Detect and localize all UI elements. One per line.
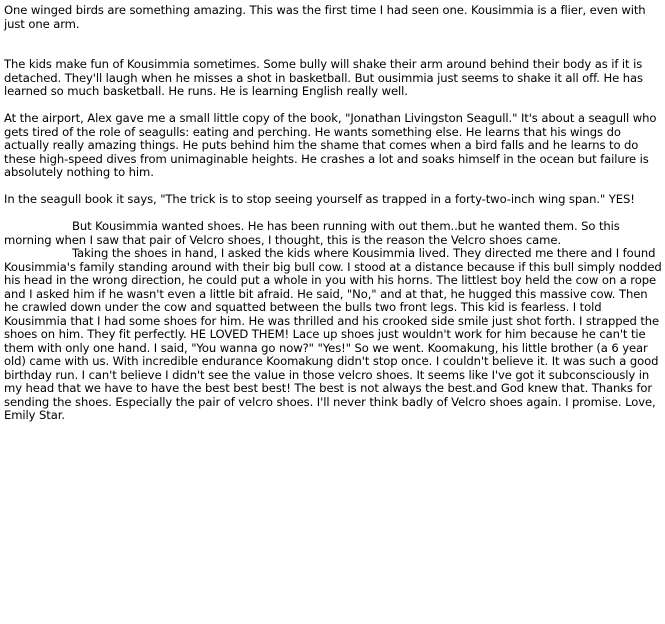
paragraph-spacer — [4, 31, 664, 58]
paragraph-spacer — [4, 180, 664, 194]
paragraph-kids-make-fun: The kids make fun of Kousimmia sometimes. Some bully will shake their arm around behind their body as if it is detached. They'll laugh when he misses a shot in basketball. But ousimmia just seems to shake it all off. He has learned so much basketball. He runs. He is learning English really well. — [4, 57, 643, 98]
paragraph-seagull-quote: In the seagull book it says, "The trick is to stop seeing yourself as trapped in a forty-two-inch wing span." YES! — [4, 192, 635, 206]
paragraph-one-winged-birds: One winged birds are something amazing. This was the first time I had seen one. Kousimmia is a flier, even with just one arm. — [4, 3, 646, 31]
paragraph-spacer — [4, 207, 664, 221]
paragraph-airport-book: At the airport, Alex gave me a small little copy of the book, "Jonathan Livingston Seagull." It's about a seagull who gets tired of the role of seagulls: eating and perching. He wants something else. He learns that his wings do actually really amazing things. He puts behind him the shame that comes when a bird falls and he learns to do these high-speed dives from unimaginable heights. He crashes a lot and soaks himself in the ocean but failure is absolutely nothing to him. — [4, 111, 657, 179]
paragraph-wanted-shoes: But Kousimmia wanted shoes. He has been running with out them..but he wanted them. So this morning when I saw that pair of Velcro shoes, I thought, this is the reason the Velcro shoes came. — [4, 219, 620, 247]
paragraph-spacer — [4, 99, 664, 113]
document-body — [4, 4, 664, 423]
paragraph-taking-shoes: Taking the shoes in hand, I asked the kids where Kousimmia lived. They directed me there and I found Kousimmia's family standing around with their big bull cow. I stood at a distance because if this bull simply nodded his head in the wrong direction, he could put a whole in you with his horns. The littlest boy held the cow on a rope and I asked him if he wasn't even a little bit afraid. He said, "No," and at that, he hugged this massive cow. Then he crawled down under the cow and squatted between the bulls two front legs. This kid is fearless. I told Kousimmia that I had some shoes for him. He was thrilled and his crooked side smile just shot forth. I strapped the shoes on him. They fit perfectly. HE LOVED THEM! Lace up shoes just wouldn't work for him because he can't tie them with only one hand. I said, "You wanna go now?" "Yes!" So we went. Koomakung, his little brother (a 6 year old) came with us. With incredible endurance Koomakung didn't stop once. I couldn't believe it. It was such a good birthday run. I can't believe I didn't see the value in those velcro shoes. It seems like I've got it subconsciously in my head that we have to have the best best best! The best is not always the best.and God knew that. Thanks for sending the shoes. Especially the pair of velcro shoes. I'll never think badly of Velcro shoes again. I promise. Love, Emily Star. — [4, 246, 662, 422]
